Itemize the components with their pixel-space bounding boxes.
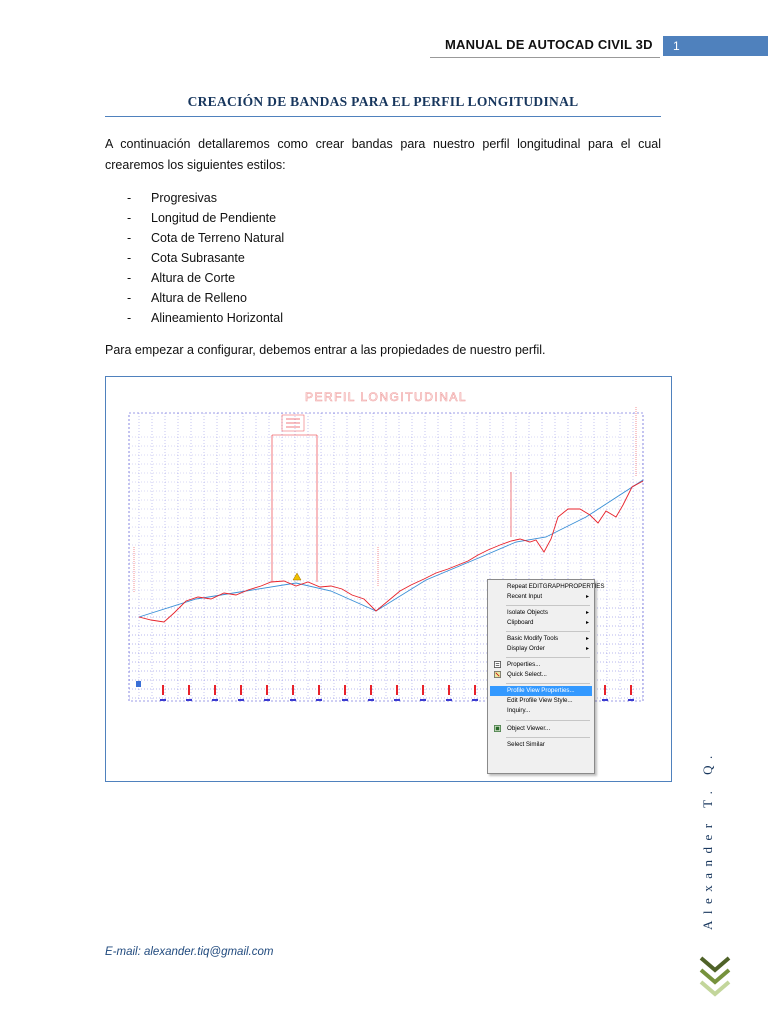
list-item-label: Altura de Corte	[151, 271, 236, 285]
menu-separator	[506, 631, 590, 632]
list-item-label: Cota de Terreno Natural	[151, 231, 285, 245]
station-mark	[628, 699, 634, 701]
styles-list	[105, 188, 284, 328]
station-tick	[474, 685, 476, 695]
submenu-arrow-icon: ▸	[585, 646, 589, 652]
station-tick	[448, 685, 450, 695]
station-mark	[394, 699, 400, 701]
station-mark	[160, 699, 166, 701]
context-menu	[487, 579, 605, 774]
list-item-label: Alineamiento Horizontal	[151, 311, 284, 325]
instruction-paragraph: Para empezar a configurar, debemos entrar a las propiedades de nuestro perfil.	[105, 343, 546, 357]
grip-marker-icon[interactable]	[293, 573, 301, 580]
submenu-arrow-icon: ▸	[585, 610, 589, 616]
list-item-label: Progresivas	[151, 191, 217, 205]
station-tick	[422, 685, 424, 695]
menu-separator	[506, 683, 590, 684]
station-tick	[188, 685, 190, 695]
station-mark	[290, 699, 296, 701]
bullet-dash: -	[127, 191, 132, 205]
station-tick	[214, 685, 216, 695]
author-vertical-text: Alexander T. Q.	[700, 749, 715, 930]
station-mark	[446, 699, 452, 701]
station-tick	[292, 685, 294, 695]
menu-separator	[506, 737, 590, 738]
station-mark	[316, 699, 322, 701]
menu-separator	[506, 720, 590, 721]
station-tick	[396, 685, 398, 695]
bullet-dash: -	[127, 251, 132, 265]
profile-title: PERFIL LONGITUDINAL	[304, 390, 468, 404]
bullet-dash: -	[127, 211, 132, 225]
station-tick	[240, 685, 242, 695]
list-item	[105, 208, 284, 228]
profile-screenshot	[105, 376, 672, 782]
list-item-label: Altura de Relleno	[151, 291, 247, 305]
menu-item-edit-profile-view-style[interactable]: Edit Profile View Style...	[507, 697, 573, 704]
list-item-label: Longitud de Pendiente	[151, 211, 277, 225]
menu-item-clipboard[interactable]: Clipboard ▸	[507, 619, 589, 626]
menu-item-profile-view-properties[interactable]: Profile View Properties...	[490, 686, 592, 696]
quick-select-icon	[494, 671, 501, 678]
object-viewer-icon	[494, 725, 501, 732]
menu-separator	[506, 657, 590, 658]
submenu-arrow-icon: ▸	[585, 636, 589, 642]
submenu-arrow-icon: ▸	[585, 620, 589, 626]
properties-icon	[494, 661, 501, 668]
station-tick	[630, 685, 632, 695]
list-item-label: Cota Subrasante	[151, 251, 245, 265]
station-tick	[344, 685, 346, 695]
station-tick	[266, 685, 268, 695]
station-mark	[368, 699, 374, 701]
station-tick	[370, 685, 372, 695]
station-mark	[186, 699, 192, 701]
menu-item-inquiry[interactable]: Inquiry...	[507, 707, 531, 714]
bullet-dash: -	[127, 311, 132, 325]
intro-paragraph: A continuación detallaremos como crear bandas para nuestro perfil longitudinal para el cual crearemos los siguientes estilos:	[105, 137, 661, 172]
station-mark	[238, 699, 244, 701]
station-mark	[212, 699, 218, 701]
station-mark	[472, 699, 478, 701]
station-tick	[604, 685, 606, 695]
header-rule	[430, 57, 660, 58]
menu-item-select-similar[interactable]: Select Similar	[507, 741, 545, 748]
submenu-arrow-icon: ▸	[585, 594, 589, 600]
chevron-down-icon	[697, 954, 733, 1004]
menu-item-object-viewer[interactable]: Object Viewer...	[490, 724, 592, 734]
grip-square-icon[interactable]	[136, 681, 141, 687]
station-mark	[420, 699, 426, 701]
station-tick	[318, 685, 320, 695]
menu-item-repeat[interactable]: Repeat EDITGRAPHPROPERTIES	[507, 583, 605, 590]
list-item	[105, 288, 284, 308]
pvi-annotations	[134, 407, 636, 592]
menu-item-properties[interactable]: Properties...	[490, 660, 592, 670]
station-tick	[162, 685, 164, 695]
menu-separator	[506, 605, 590, 606]
bullet-dash: -	[127, 231, 132, 245]
page-number: 1	[663, 36, 768, 56]
bullet-dash: -	[127, 291, 132, 305]
station-mark	[602, 699, 608, 701]
list-item	[105, 268, 284, 288]
bullet-dash: -	[127, 271, 132, 285]
list-item	[105, 188, 284, 208]
footer-email: E-mail: alexander.tiq@gmail.com	[105, 946, 274, 958]
title-underline	[105, 116, 661, 117]
station-mark	[264, 699, 270, 701]
menu-item-quick-select[interactable]: Quick Select...	[490, 670, 592, 680]
menu-item-recent-input[interactable]: Recent Input ▸	[507, 593, 589, 600]
station-mark	[342, 699, 348, 701]
menu-item-isolate-objects[interactable]: Isolate Objects ▸	[507, 609, 589, 616]
menu-item-basic-modify-tools[interactable]: Basic Modify Tools ▸	[507, 635, 589, 642]
document-title: CREACIÓN DE BANDAS PARA EL PERFIL LONGITUDINAL	[187, 94, 579, 109]
list-item	[105, 228, 284, 248]
header-title: MANUAL DE AUTOCAD CIVIL 3D	[445, 37, 653, 52]
menu-item-display-order[interactable]: Display Order ▸	[507, 645, 589, 652]
list-item	[105, 248, 284, 268]
list-item	[105, 308, 284, 328]
